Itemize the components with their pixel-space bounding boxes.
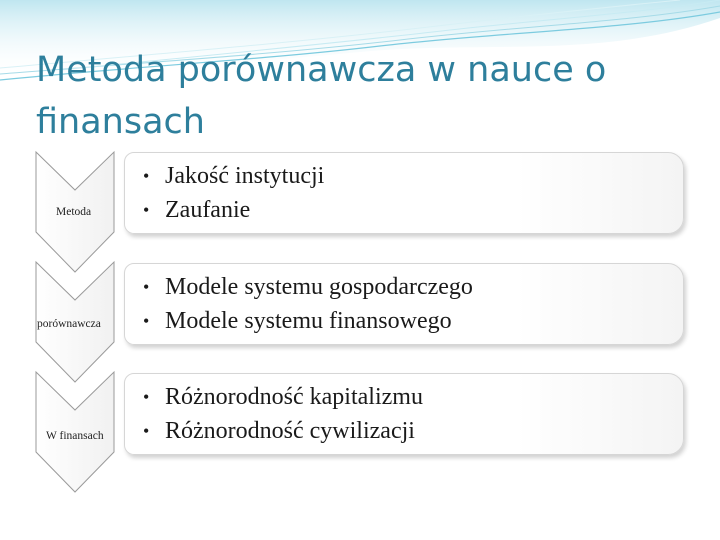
list-item: • Modele systemu finansowego [139,304,683,338]
bullet-dot-icon: • [143,166,150,186]
content-box-2 [124,263,684,345]
bullet-dot-icon: • [143,387,150,407]
bullet-dot-icon: • [143,277,150,297]
list-item: • Różnorodność cywilizacji [139,414,683,448]
chevron-label-2: porównawcza [37,318,101,330]
content-box-3 [124,373,684,455]
bullet-list-3 [125,374,683,448]
bullet-dot-icon: • [143,200,150,220]
bullet-dot-icon: • [143,311,150,331]
chevron-label-3: W finansach [46,430,104,442]
chevron-label-1: Metoda [56,206,92,218]
list-item: • Modele systemu gospodarczego [139,270,683,304]
slide-title: Metoda porównawcza w nauce o finansach [36,50,607,142]
list-item: • Zaufanie [139,193,683,227]
bullet-list-2 [125,264,683,338]
list-item: • Jakość instytucji [139,159,683,193]
content-box-1 [124,152,684,234]
list-item: • Różnorodność kapitalizmu [139,380,683,414]
bullet-list-1 [125,153,683,227]
bullet-dot-icon: • [143,421,150,441]
